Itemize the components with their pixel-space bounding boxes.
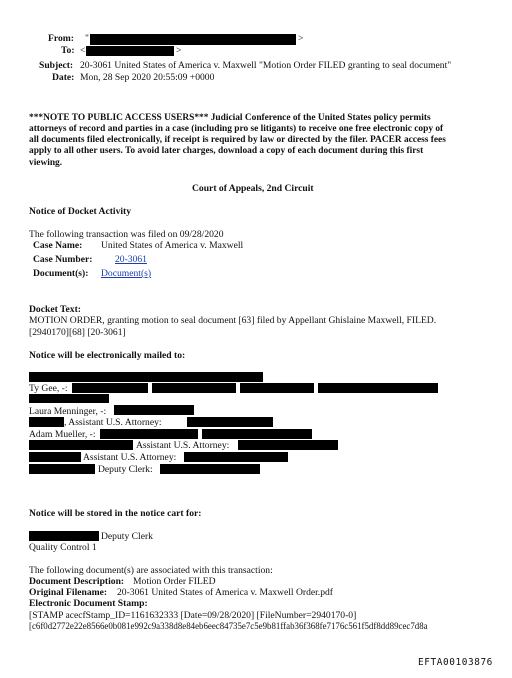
redaction [100,429,198,439]
case-name-label: Case Name: [33,240,83,251]
redaction [86,46,174,56]
notice-line-1: ***NOTE TO PUBLIC ACCESS USERS*** Judicial Conference of the United States policy permits [29,113,431,123]
docket-line-1: MOTION ORDER, granting motion to seal document [63] filed by Appellant Ghislaine Maxwell, FILED. [29,315,437,326]
redaction [29,372,263,382]
from-label: From: [48,33,74,44]
mailed-title: Notice will be electronically mailed to: [29,350,186,361]
doc-desc-value: Motion Order FILED [133,576,216,587]
doc-filename-label: Original Filename: [29,587,108,598]
subject-label: Subject: [39,60,74,71]
court-name: Court of Appeals, 2nd Circuit [192,183,314,194]
from-quote: " [85,33,89,44]
to-prefix: < [80,45,86,56]
from-suffix: > [298,33,304,44]
redaction [72,383,148,393]
doc-stamp-line-2: [c6f0d2772e22e8566e0b081e992c9a338d8e84eb6eec84735e7c5e9b81ffab36f368fe7176c561f5df8dd89cec7d8a [29,621,428,631]
docket-label: Docket Text: [29,304,81,315]
documents-label: Document(s): [33,268,89,279]
redaction [29,394,109,403]
documents-link[interactable]: Document(s) [101,268,152,279]
case-name-value: United States of America v. Maxwell [101,240,244,251]
case-number-link[interactable]: 20-3061 [115,254,147,265]
to-label: To: [61,45,75,56]
doc-stamp-line-1: [STAMP acecfStamp_ID=1161632333 [Date=09/28/2020] [FileNumber=2940170-0] [29,610,357,621]
redaction [29,464,95,474]
notice-line-3: all documents filed electronically, if receipt is required by law or directed by the filer. PACER access fees [29,135,446,145]
redaction [184,452,288,462]
subject-value: 20-3061 United States of America v. Maxwell "Motion Order FILED granting to seal document" [80,60,452,71]
cart-deputy-clerk: Deputy Clerk [101,531,153,542]
redaction [152,383,236,393]
doc-filename-value: 20-3061 United States of America v. Maxwell Order.pdf [117,587,333,598]
redaction [29,417,64,427]
bates-number: EFTA00103876 [418,657,493,668]
redaction [202,429,312,439]
redaction [240,383,314,393]
recipient-adam: Adam Mueller, -: [29,429,96,440]
recipient-ausa-1: , Assistant U.S. Attorney: [64,417,162,428]
redaction [29,531,99,541]
docket-line-2: [2940170][68] [20-3061] [29,327,126,338]
activity-title: Notice of Docket Activity [29,206,132,217]
redaction [29,452,81,462]
redaction [90,34,296,45]
doc-desc-label: Document Description: [29,576,125,587]
redaction [29,440,133,450]
date-value: Mon, 28 Sep 2020 20:55:09 +0000 [80,72,215,83]
case-number-label: Case Number: [33,254,93,265]
docs-intro: The following document(s) are associated with this transaction: [29,565,273,576]
redaction [238,440,338,450]
redaction [160,464,260,474]
to-suffix: > [176,45,182,56]
recipient-laura: Laura Menninger, -: [29,406,107,417]
date-label: Date: [52,72,75,83]
redaction [114,405,194,415]
cart-quality-control: Quality Control 1 [29,542,97,553]
doc-stamp-label: Electronic Document Stamp: [29,598,148,609]
cart-title: Notice will be stored in the notice cart for: [29,508,202,519]
notice-line-4: apply to all other users. To avoid later charges, download a copy of each document during this first [29,146,424,156]
recipient-ausa-3: Assistant U.S. Attorney: [83,452,177,463]
redaction [318,383,438,393]
transaction-line: The following transaction was filed on 09/28/2020 [29,229,224,240]
recipient-ty-gee: Ty Gee, -: [29,383,68,394]
recipient-deputy-clerk: Deputy Clerk: [98,464,153,475]
notice-line-2: attorneys of record and parties in a case (including pro se litigants) to receive one free electronic copy of [29,124,444,134]
notice-line-5: viewing. [29,158,63,168]
recipient-ausa-2: Assistant U.S. Attorney: [136,440,230,451]
redaction [187,417,273,427]
